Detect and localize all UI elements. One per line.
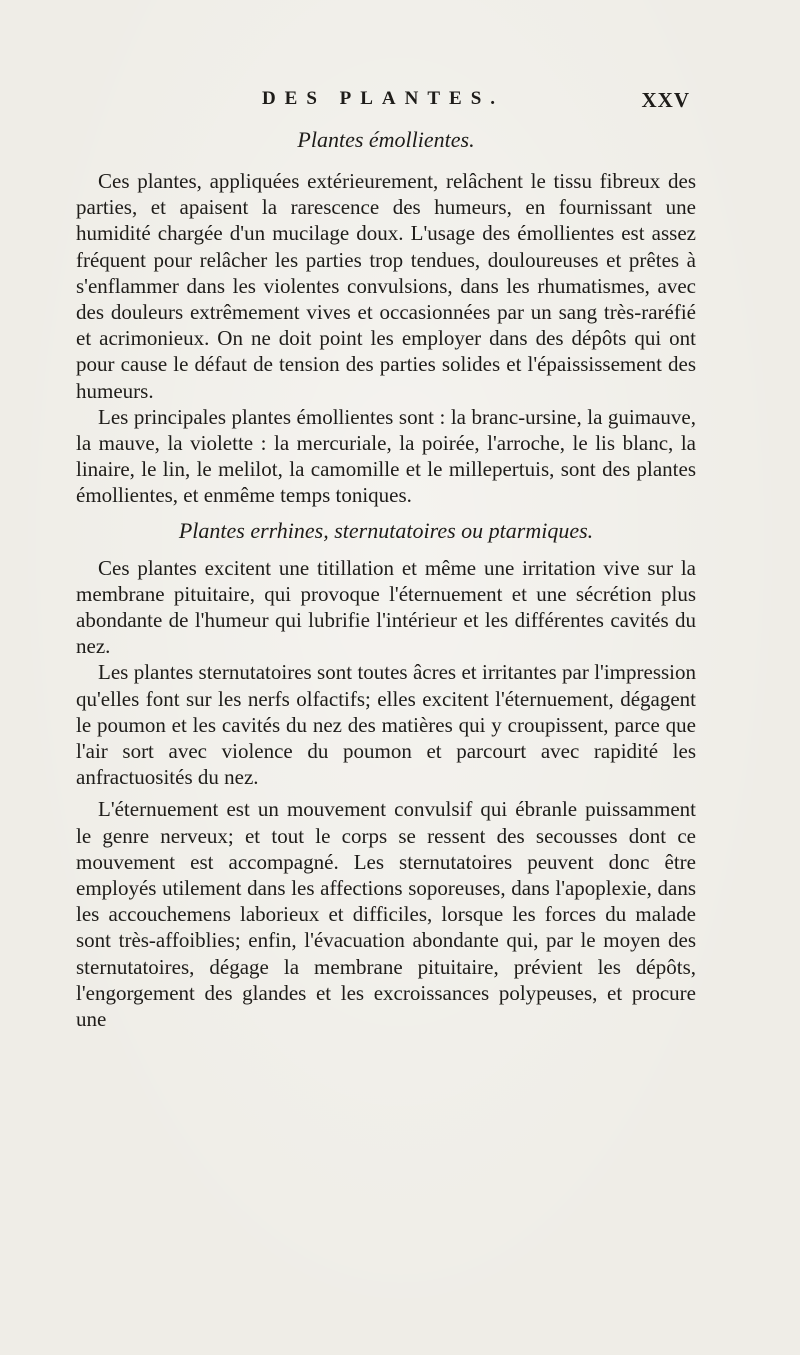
page-number: XXV xyxy=(641,88,690,112)
paragraph: Les plantes sternutatoires sont toutes âcres et irritantes par l'impression qu'elles font sur les nerfs olfactifs; elles excitent l'éternuement, dégagent le poumon et les cavités du nez des matières qui y croupissent, parce que l'air sort avec violence du poumon et parcourt avec rapidité les anfractuosités du nez. xyxy=(76,660,696,790)
paragraph: L'éternuement est un mouvement convulsif qui ébranle puissamment le genre nerveux; et tout le corps se ressent des secousses dont ce mouvement est accompagné. Les sternutatoires peuvent donc être employés utilement dans les affections soporeuses, dans l'apoplexie, dans les accouchemens laborieux et difficiles, lorsque les forces du malade sont très-affoiblies; enfin, l'évacuation abondante qui, par le moyen des sternutatoires, dégage la membrane pituitaire, prévient les dépôts, l'engorgement des glandes et les excroissances polypeuses, et procure une xyxy=(76,797,696,1032)
page-body xyxy=(76,124,696,1032)
page-header xyxy=(76,88,690,118)
paragraph: Ces plantes, appliquées extérieurement, relâchent le tissu fibreux des parties, et apaisent la rarescence des humeurs, en fournissant une humidité chargée d'un mucilage doux. L'usage des émollientes est assez fréquent pour relâcher les parties trop tendues, douloureuses et prêtes à s'enflammer dans les violentes convulsions, dans les rhumatismes, avec des douleurs extrêmement vives et occasionnées par un sang très-raréfié et acrimonieux. On ne doit point les employer dans des dépôts qui ont pour cause le défaut de tension des parties solides et l'épaississement des humeurs. xyxy=(76,169,696,403)
section-heading-emollientes: Plantes émollientes. xyxy=(297,127,475,152)
paragraph: Les principales plantes émollientes sont : la branc-ursine, la guimauve, la mauve, la violette : la mercuriale, la poirée, l'arroche, le lis blanc, la linaire, le lin, le melilot, la camomille et le millepertuis, sont des plantes émollientes, et enmême temps toniques. xyxy=(76,404,696,508)
paragraph: Ces plantes excitent une titillation et même une irritation vive sur la membrane pituitaire, qui provoque l'éternuement et une sécrétion plus abondante de l'humeur qui lubrifie l'intérieur et les différentes cavités du nez. xyxy=(76,555,696,659)
section-heading-errhines: Plantes errhines, sternutatoires ou ptarmiques. xyxy=(178,517,594,543)
running-head: DES PLANTES. xyxy=(261,88,505,109)
